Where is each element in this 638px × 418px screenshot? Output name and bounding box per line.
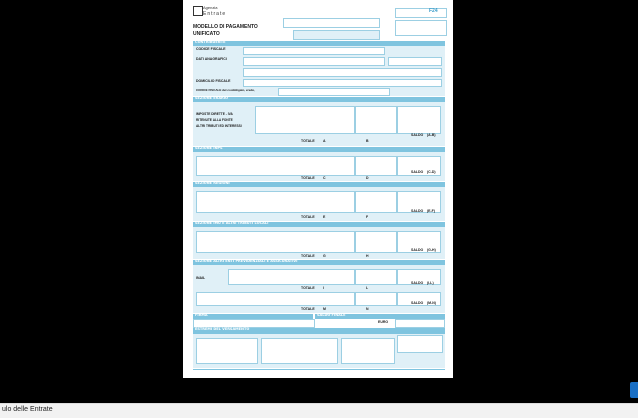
- dati-anagrafici-label: DATI ANAGRAFICI: [196, 57, 227, 61]
- inps-code-c: C: [323, 176, 326, 180]
- inail-saldo-code: (I-L): [427, 281, 434, 285]
- altri-tributi-label: ALTRI TRIBUTI ED INTERESSI: [196, 124, 242, 128]
- altri-code-n: N: [366, 307, 369, 311]
- altri-saldo-label: SALDO: [411, 301, 424, 305]
- altri-code-m: M: [323, 307, 326, 311]
- contribuente-band: CONTRIBUENTE: [193, 41, 445, 46]
- inail-debito-col[interactable]: [355, 269, 397, 285]
- agency-field[interactable]: [283, 18, 380, 28]
- erario-code-b: B: [366, 139, 369, 143]
- coobbligato-field[interactable]: [278, 88, 390, 96]
- regioni-saldo-code: (E-F): [427, 209, 435, 213]
- imu-saldo-label: SALDO: [411, 248, 424, 252]
- erario-credito-col[interactable]: [397, 106, 441, 134]
- domicilio-field[interactable]: [243, 79, 442, 87]
- form-title-line1: MODELLO DI PAGAMENTO: [193, 24, 258, 30]
- inps-saldo-code: (C-D): [427, 170, 436, 174]
- erario-band: SEZIONE ERARIO: [193, 97, 445, 102]
- status-text: ulo delle Entrate: [2, 406, 53, 413]
- imposte-dirette-label: IMPOSTE DIRETTE - IVA: [196, 112, 233, 116]
- erario-code-a: A: [323, 139, 326, 143]
- erario-saldo-label: SALDO: [411, 133, 424, 137]
- inail-totale-label: TOTALE: [301, 286, 315, 290]
- agency-logo: [193, 6, 203, 16]
- cognome-field[interactable]: [243, 57, 385, 66]
- regioni-rows[interactable]: [196, 191, 355, 213]
- conto-field[interactable]: [341, 338, 395, 364]
- form-code-box: [395, 8, 447, 18]
- regioni-saldo-label: SALDO: [411, 209, 424, 213]
- inail-code-l: L: [366, 286, 369, 290]
- regioni-totale-label: TOTALE: [301, 215, 315, 219]
- inps-band: SEZIONE INPS: [193, 147, 445, 152]
- erario-debito-col[interactable]: [355, 106, 397, 134]
- inps-saldo-label: SALDO: [411, 170, 424, 174]
- coobbligato-label: CODICE FISCALE del coobbligato, erede,: [196, 88, 255, 92]
- addebito-box[interactable]: [397, 335, 443, 353]
- logo-line1: Agenzia: [203, 5, 218, 10]
- ritenute-label: RITENUTE ALLA FONTE: [196, 118, 233, 122]
- codice-fiscale-label: CODICE FISCALE: [196, 47, 226, 51]
- saldo-finale-band: SALDO FINALE: [315, 314, 445, 319]
- erario-rows[interactable]: [255, 106, 355, 134]
- inail-label: INAIL: [196, 276, 206, 280]
- inail-rows[interactable]: [228, 269, 355, 285]
- erario-saldo-code: (A-B): [427, 133, 436, 137]
- imu-code-g: G: [323, 254, 326, 258]
- bottom-rule: [193, 369, 445, 370]
- delegation-field[interactable]: [293, 30, 380, 40]
- erario-totale-label: TOTALE: [301, 139, 315, 143]
- estremi-band: ESTREMI DEL VERSAMENTO: [193, 328, 445, 334]
- f24-form-page: [183, 0, 453, 378]
- regioni-code-e: E: [323, 215, 326, 219]
- inps-totale-label: TOTALE: [301, 176, 315, 180]
- altri-enti-debito-col[interactable]: [355, 292, 397, 306]
- data-pagamento-field[interactable]: [196, 338, 258, 364]
- imu-totale-label: TOTALE: [301, 254, 315, 258]
- altri-totale-label: TOTALE: [301, 307, 315, 311]
- regioni-code-f: F: [366, 215, 369, 219]
- inail-code-i: I: [323, 286, 324, 290]
- inps-code-d: D: [366, 176, 369, 180]
- codice-fiscale-field[interactable]: [243, 47, 385, 55]
- regioni-debito-col[interactable]: [355, 191, 397, 213]
- form-title-line2: UNIFICATO: [193, 31, 220, 37]
- estremi-banca-field[interactable]: [261, 338, 338, 364]
- imu-code-h: H: [366, 254, 369, 258]
- side-panel-button[interactable]: [630, 382, 638, 398]
- imu-debito-col[interactable]: [355, 231, 397, 253]
- imu-saldo-code: (G-H): [427, 248, 436, 252]
- domicilio-label: DOMICILIO FISCALE: [196, 79, 231, 83]
- form-code: F24: [429, 8, 438, 14]
- imu-rows[interactable]: [196, 231, 355, 253]
- imu-band: SEZIONE IMU E ALTRI TRIBUTI LOCALI: [193, 222, 445, 227]
- sheet-number-field[interactable]: [395, 20, 447, 36]
- altri-saldo-code: (M-N): [427, 301, 436, 305]
- status-bar: [0, 403, 638, 418]
- saldo-finale-field[interactable]: [395, 319, 445, 328]
- inail-band: SEZIONE ALTRI ENTI PREVIDENZIALI E ASSICURATIVI: [193, 260, 445, 265]
- logo-line2: Entrate: [203, 11, 227, 17]
- nome-field[interactable]: [388, 57, 442, 66]
- inps-debito-col[interactable]: [355, 156, 397, 176]
- firma-band: FIRMA: [193, 314, 313, 319]
- euro-label: EURO: [378, 320, 389, 324]
- nascita-field[interactable]: [243, 68, 442, 77]
- inps-rows[interactable]: [196, 156, 355, 176]
- inail-saldo-label: SALDO: [411, 281, 424, 285]
- regioni-band: SEZIONE REGIONI: [193, 182, 445, 187]
- altri-enti-rows[interactable]: [196, 292, 355, 306]
